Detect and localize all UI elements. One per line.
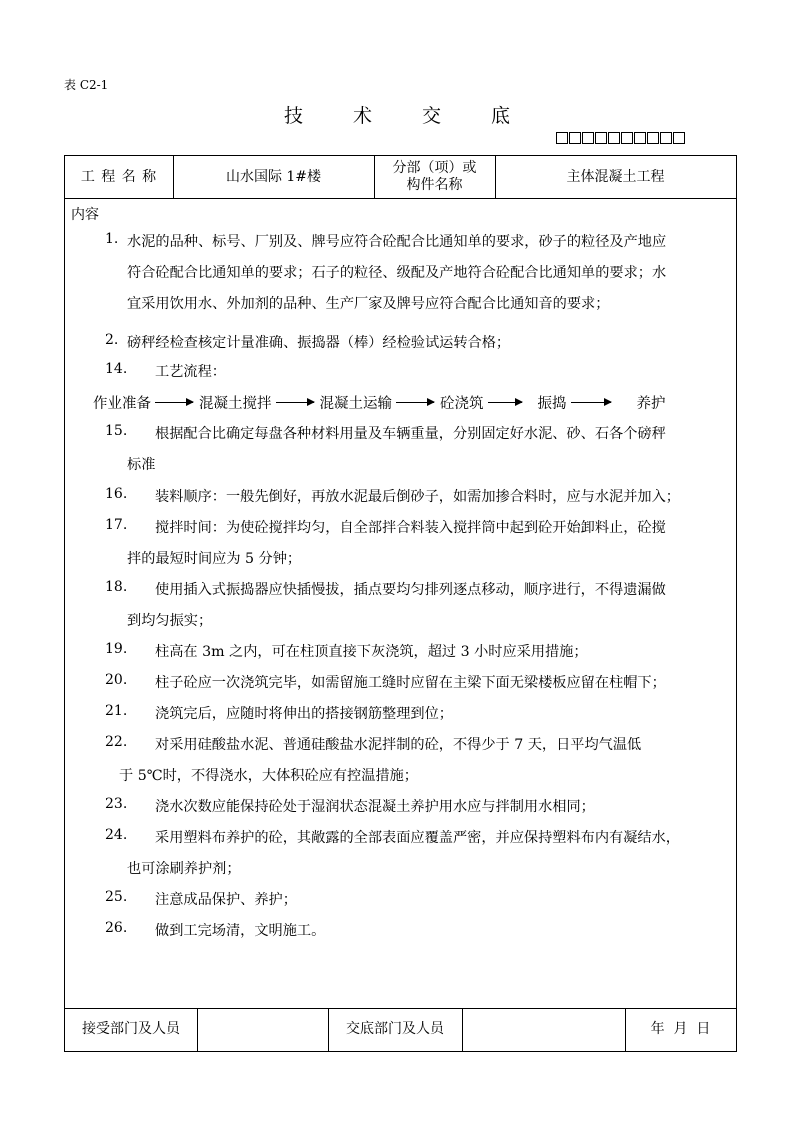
disclosure-form-table	[64, 155, 737, 1052]
item-text-line: 工艺流程：	[155, 364, 226, 380]
item-number: 26.	[105, 920, 128, 936]
item-text-line: 对采用硅酸盐水泥、普通硅酸盐水泥拌制的砼，不得少于 7 天，日平均气温低	[155, 737, 642, 753]
serial-box	[582, 132, 594, 144]
item-text-line: 拌的最短时间应为 5 分钟；	[127, 551, 302, 567]
serial-box	[595, 132, 607, 144]
form-code: 表 C2-1	[64, 78, 109, 92]
item-text-line: 浇筑完后，应随时将伸出的搭接钢筋整理到位；	[155, 706, 453, 722]
item-number: 2.	[105, 332, 119, 348]
serial-box	[634, 132, 646, 144]
flow-step: 砼浇筑	[440, 396, 484, 412]
item-number: 25.	[105, 889, 128, 905]
item-number: 20.	[105, 672, 128, 688]
issuer-value	[462, 1008, 625, 1051]
item-text-line: 做到工完场清，文明施工。	[155, 923, 326, 939]
serial-box	[556, 132, 568, 144]
process-flow	[93, 392, 666, 413]
flow-arrow-icon	[488, 402, 522, 403]
flow-step: 振捣	[537, 396, 567, 412]
flow-step: 养护	[636, 396, 666, 412]
item-text-line: 柱子砼应一次浇筑完毕，如需留施工缝时应留在主梁下面无梁楼板应留在柱帽下；	[155, 675, 666, 691]
item-number: 17.	[105, 517, 128, 533]
content-label: 内容	[71, 207, 99, 223]
item-text-line: 于 5℃时，不得浇水，大体积砼应有控温措施；	[119, 768, 418, 784]
item-text-line: 到均匀振实；	[127, 613, 213, 629]
sub-item-value: 主体混凝土工程	[566, 168, 665, 185]
item-number: 21.	[105, 703, 128, 719]
item-number: 15.	[105, 423, 128, 439]
project-name-label: 工 程 名 称	[80, 168, 158, 185]
item-number: 18.	[105, 579, 128, 595]
receiver-label: 接受部门及人员	[82, 1021, 180, 1037]
item-text-line: 柱高在 3m 之内，可在柱顶直接下灰浇筑，超过 3 小时应采用措施；	[155, 644, 588, 660]
item-text-line: 符合砼配合比通知单的要求；石子的粒径、级配及产地符合砼配合比通知单的要求；水	[127, 265, 667, 281]
serial-box	[621, 132, 633, 144]
flow-step: 混凝土运输	[319, 396, 392, 412]
receiver-value	[197, 1008, 328, 1051]
item-number: 1.	[105, 231, 119, 247]
item-text-line: 搅拌时间：为使砼搅拌均匀，自全部拌合料装入搅拌筒中起到砼开始卸料止，砼搅	[155, 520, 666, 536]
item-text-line: 装料顺序：一般先倒好，再放水泥最后倒砂子，如需加掺合料时，应与水泥并加入；	[155, 489, 680, 505]
serial-number-boxes	[556, 132, 685, 144]
sub-item-label-line1: 分部（项）或	[392, 160, 477, 176]
item-text-line: 标准	[127, 457, 156, 473]
item-number: 19.	[105, 641, 128, 657]
date-label: 年 月 日	[650, 1021, 711, 1037]
sub-item-label-line2: 构件名称	[406, 177, 463, 193]
item-text-line: 宜采用饮用水、外加剂的品种、生产厂家及牌号应符合配合比通知音的要求；	[127, 296, 610, 312]
sub-item-label	[374, 156, 495, 198]
item-text-line: 根据配合比确定每盘各种材料用量及车辆重量，分别固定好水泥、砂、石各个磅秤	[155, 426, 666, 442]
serial-box	[608, 132, 620, 144]
item-number: 23.	[105, 796, 128, 812]
item-text-line: 也可涂刷养护剂；	[127, 861, 241, 877]
item-text-line: 注意成品保护、养护；	[155, 892, 297, 908]
item-text-line: 浇水次数应能保持砼处于湿润状态混凝土养护用水应与拌制用水相同；	[155, 799, 595, 815]
project-name-value: 山水国际 1#楼	[225, 168, 322, 185]
serial-box	[647, 132, 659, 144]
item-number: 16.	[105, 486, 128, 502]
flow-step: 混凝土搅拌	[199, 396, 272, 412]
item-text-line: 采用塑料布养护的砼，其敞露的全部表面应覆盖严密，并应保持塑料布内有凝结水，	[155, 830, 680, 846]
item-text-line: 磅秤经检查核定计量准确、振捣器（棒）经检验试运转合格；	[127, 335, 511, 351]
serial-box	[673, 132, 685, 144]
item-text-line: 水泥的品种、标号、厂别及、牌号应符合砼配合比通知单的要求，砂子的粒径及产地应	[127, 234, 667, 250]
flow-arrow-icon	[571, 402, 611, 403]
flow-arrow-icon	[276, 402, 314, 403]
flow-arrow-icon	[155, 402, 193, 403]
item-number: 22.	[105, 734, 128, 750]
item-number: 14.	[105, 361, 128, 377]
issuer-label: 交底部门及人员	[346, 1021, 444, 1037]
document-title: 技 术 交 底	[283, 105, 533, 127]
item-number: 24.	[105, 827, 128, 843]
flow-step: 作业准备	[93, 396, 151, 412]
flow-arrow-icon	[396, 402, 434, 403]
serial-box	[569, 132, 581, 144]
serial-box	[660, 132, 672, 144]
header-divider	[65, 198, 736, 199]
item-text-line: 使用插入式振捣器应快插慢拔，插点要均匀排列逐点移动，顺序进行，不得遗漏做	[155, 582, 666, 598]
